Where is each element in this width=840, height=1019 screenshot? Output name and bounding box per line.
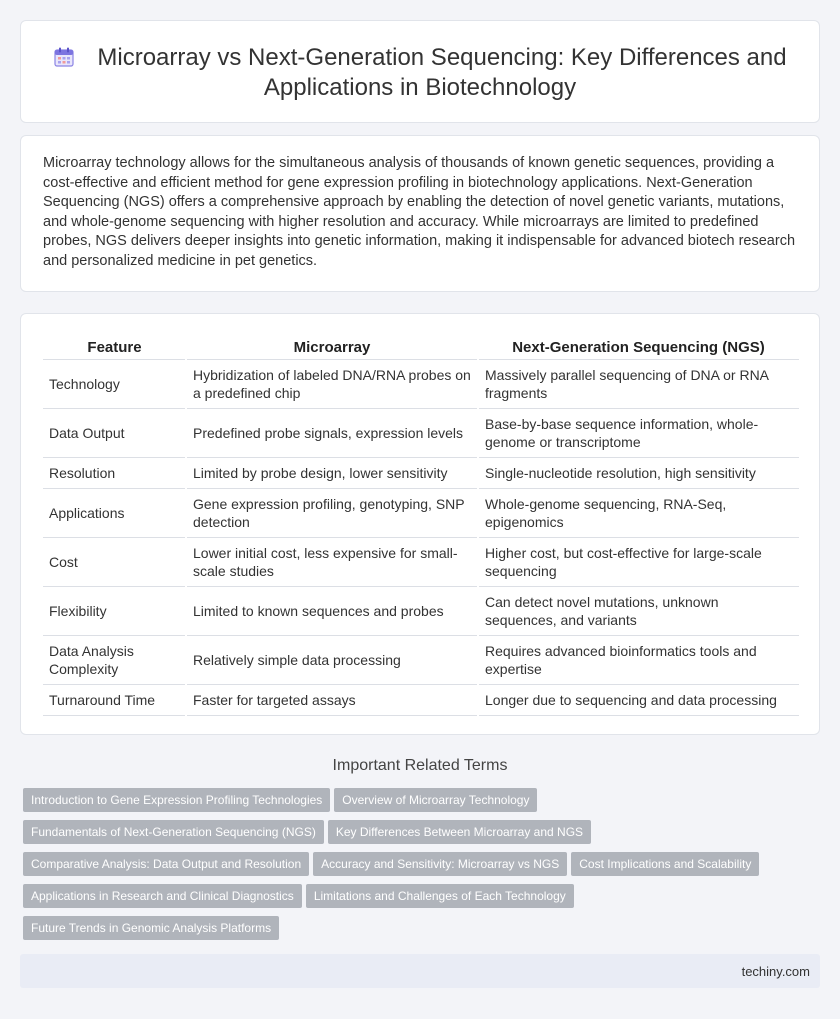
ngs-cell: Single-nucleotide resolution, high sensitivity [478, 457, 799, 488]
ngs-cell: Whole-genome sequencing, RNA-Seq, epigenomics [478, 488, 799, 537]
table-row [43, 408, 799, 457]
table-row [43, 635, 799, 684]
table-row [43, 488, 799, 537]
header-ngs: Next-Generation Sequencing (NGS) [478, 332, 799, 359]
related-term-tag[interactable]: Cost Implications and Scalability [571, 852, 759, 876]
page-title-text: Microarray vs Next-Generation Sequencing: Key Differences and Applications in Biotechnology [97, 44, 787, 101]
related-term-tag[interactable]: Introduction to Gene Expression Profiling Technologies [23, 788, 330, 812]
feature-cell: Resolution [43, 457, 186, 488]
page-title [21, 43, 819, 103]
ngs-cell: Longer due to sequencing and data processing [478, 684, 799, 715]
feature-cell: Data Analysis Complexity [43, 635, 186, 684]
microarray-cell: Predefined probe signals, expression levels [186, 408, 478, 457]
related-term-tag[interactable]: Overview of Microarray Technology [334, 788, 537, 812]
feature-cell: Flexibility [43, 586, 186, 635]
header-microarray: Microarray [186, 332, 478, 359]
related-terms-list [23, 788, 813, 948]
ngs-cell: Massively parallel sequencing of DNA or RNA fragments [478, 359, 799, 408]
footer [20, 954, 820, 988]
table-row [43, 359, 799, 408]
header-card [20, 20, 820, 123]
title-wrap [21, 43, 819, 103]
feature-cell: Technology [43, 359, 186, 408]
related-term-tag[interactable]: Accuracy and Sensitivity: Microarray vs NGS [313, 852, 567, 876]
footer-site-link[interactable]: techiny.com [741, 964, 810, 979]
table-row [43, 684, 799, 715]
microarray-cell: Limited by probe design, lower sensitivity [186, 457, 478, 488]
feature-cell: Cost [43, 537, 186, 586]
calendar-icon [53, 46, 75, 68]
comparison-table-card [20, 313, 820, 735]
feature-cell: Applications [43, 488, 186, 537]
related-term-tag[interactable]: Key Differences Between Microarray and NGS [328, 820, 591, 844]
table-row [43, 586, 799, 635]
feature-cell: Turnaround Time [43, 684, 186, 715]
microarray-cell: Gene expression profiling, genotyping, SNP detection [186, 488, 478, 537]
comparison-table [43, 332, 799, 716]
header-feature: Feature [43, 332, 186, 359]
table-header-row [43, 332, 799, 359]
microarray-cell: Faster for targeted assays [186, 684, 478, 715]
related-term-tag[interactable]: Fundamentals of Next-Generation Sequencing (NGS) [23, 820, 324, 844]
intro-paragraph: Microarray technology allows for the simultaneous analysis of thousands of known genetic sequences, providing a cost-effective and efficient method for gene expression profiling in biotechnology applications. Next-Generation Sequencing (NGS) offers a comprehensive approach by enabling the detection of novel genetic variants, mutations, and whole-genome sequencing with higher resolution and accuracy. While microarrays are limited to predefined probes, NGS delivers deeper insights into genetic information, making it indispensable for advanced biotech research and personalized medicine in pet genetics. [43, 155, 796, 269]
ngs-cell: Base-by-base sequence information, whole-genome or transcriptome [478, 408, 799, 457]
related-term-tag[interactable]: Future Trends in Genomic Analysis Platforms [23, 916, 279, 940]
table-row [43, 457, 799, 488]
ngs-cell: Requires advanced bioinformatics tools and expertise [478, 635, 799, 684]
related-terms-title: Important Related Terms [332, 757, 508, 774]
related-term-tag[interactable]: Comparative Analysis: Data Output and Resolution [23, 852, 309, 876]
microarray-cell: Hybridization of labeled DNA/RNA probes on a predefined chip [186, 359, 478, 408]
microarray-cell: Relatively simple data processing [186, 635, 478, 684]
microarray-cell: Lower initial cost, less expensive for small-scale studies [186, 537, 478, 586]
related-term-tag[interactable]: Limitations and Challenges of Each Technology [306, 884, 574, 908]
ngs-cell: Higher cost, but cost-effective for large-scale sequencing [478, 537, 799, 586]
intro-card [20, 135, 820, 292]
related-term-tag[interactable]: Applications in Research and Clinical Diagnostics [23, 884, 302, 908]
microarray-cell: Limited to known sequences and probes [186, 586, 478, 635]
feature-cell: Data Output [43, 408, 186, 457]
table-row [43, 537, 799, 586]
ngs-cell: Can detect novel mutations, unknown sequences, and variants [478, 586, 799, 635]
